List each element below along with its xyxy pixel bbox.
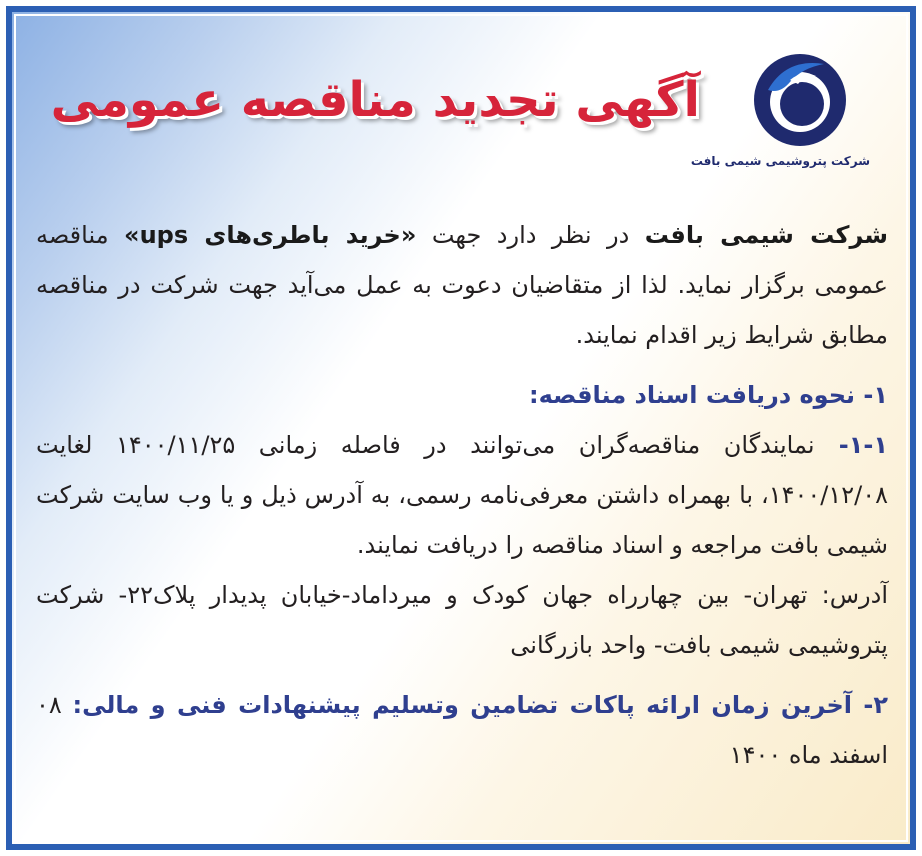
intro-text-2: مناقصه عمومی برگزار نماید. لذا از متقاضیان دعوت به عمل می‌آید جهت شرکت در مناقصه مطابق شرایط زیر اقدام نمایند. [36,221,888,349]
section-1-item [36,420,888,570]
notice-frame [6,6,916,850]
header [12,12,910,202]
logo-caption: شرکت پتروشیمی شیمی بافت [690,154,870,168]
tender-subject: «خرید باطری‌های ups» [124,221,417,249]
company-logo [690,50,870,168]
bafat-logo-icon [750,50,850,150]
item-1-1-text: نمایندگان مناقصه‌گران می‌توانند در فاصله زمانی ۱۴۰۰/۱۱/۲۵ لغایت ۱۴۰۰/۱۲/۰۸، با بهمراه داشتن معرفی‌نامه رسمی، به آدرس ذیل و یا وب سایت شرکت شیمی بافت مراجعه و اسناد مناقصه را دریافت نمایند. [36,431,888,559]
section-2 [36,680,888,780]
intro-text-1: در نظر دارد جهت [416,221,645,249]
section-1-heading: ۱- نحوه دریافت اسناد مناقصه: [529,381,888,409]
intro-paragraph [36,210,888,360]
section-2-date: ۰۸ اسفند ماه ۱۴۰۰ [36,691,888,769]
page-title: آگهی تجدید مناقصه عمومی [50,72,700,128]
notice-body [36,210,888,780]
address-paragraph: آدرس: تهران- بین چهارراه جهان کودک و میرداماد-خیابان پدیدار پلاک۲۲- شرکت پتروشیمی شیمی بافت- واحد بازرگانی [36,581,888,659]
item-1-1-number: ۱-۱- [814,431,888,459]
company-name: شرکت شیمی بافت [644,221,888,249]
section-2-heading: ۲- آخرین زمان ارائه پاکات تضامین وتسلیم پیشنهادات فنی و مالی: [72,691,888,719]
